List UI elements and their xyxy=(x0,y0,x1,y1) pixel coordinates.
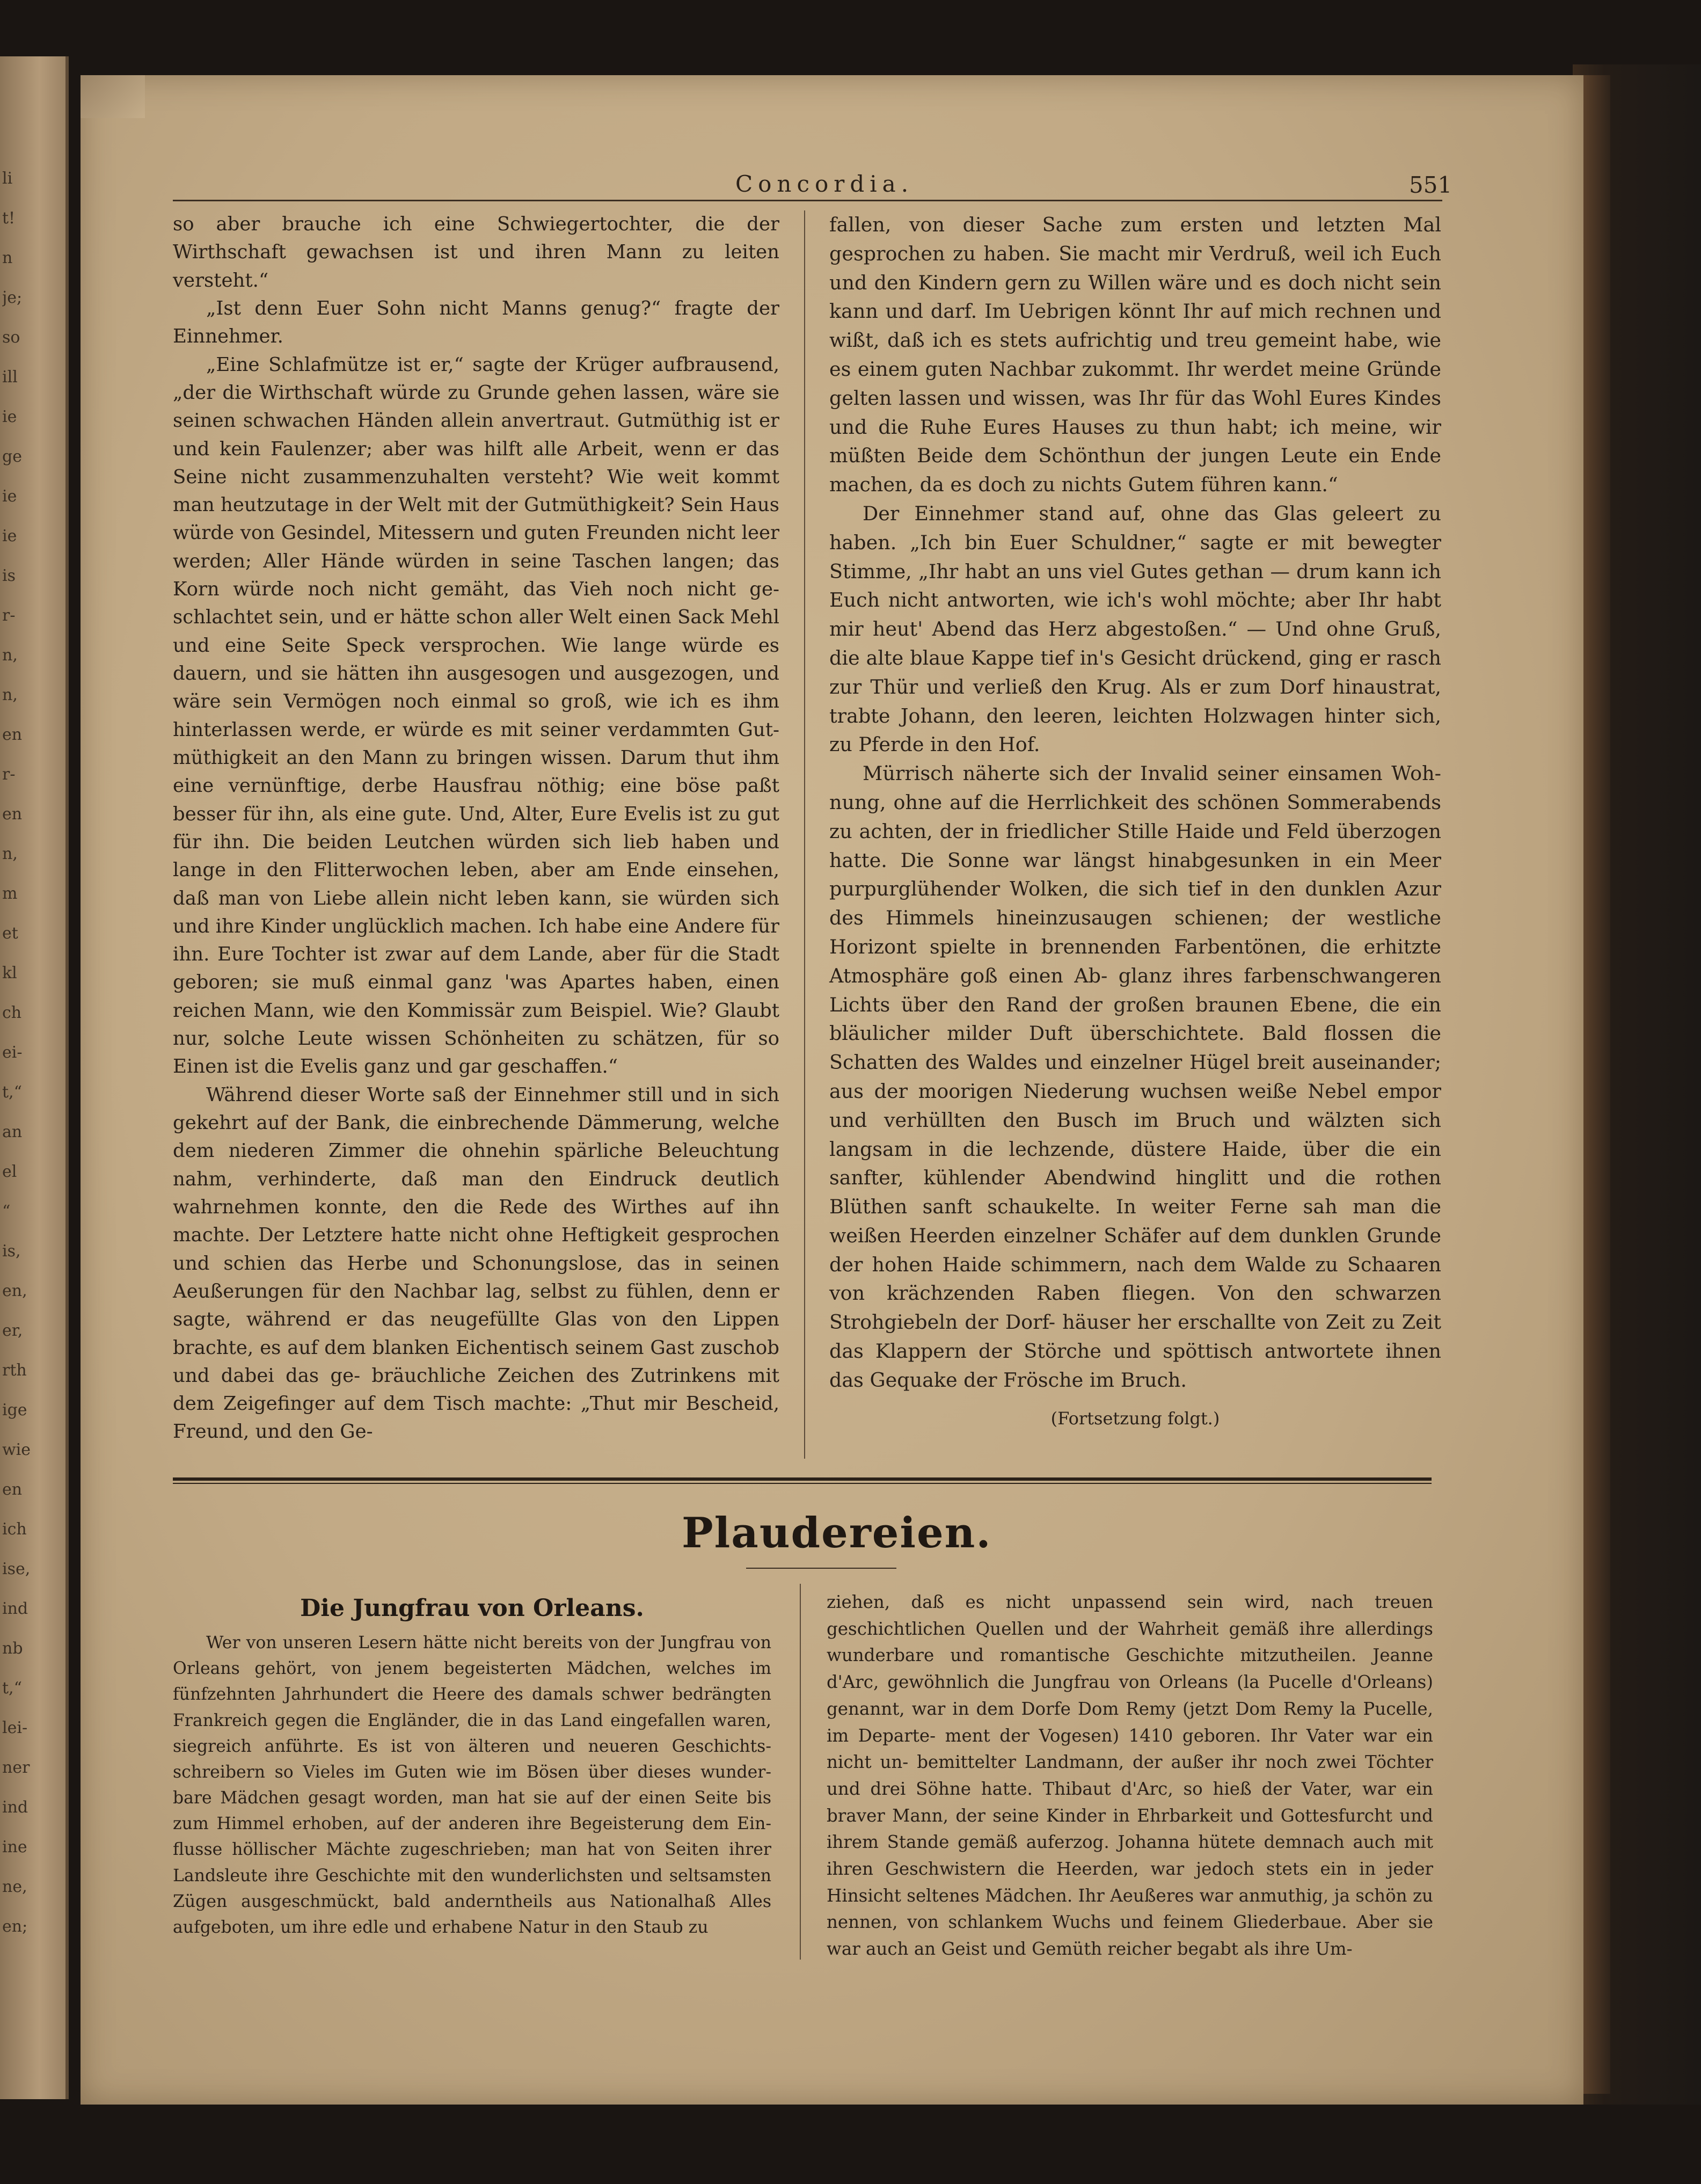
previous-page-fragment: ie xyxy=(2,487,17,506)
previous-page-fragment: kl xyxy=(2,964,17,982)
previous-page-fragment: lei- xyxy=(2,1719,28,1737)
previous-page-fragment: en xyxy=(2,805,23,824)
previous-page-fragment: an xyxy=(2,1123,23,1141)
previous-page-fragment: ind xyxy=(2,1798,28,1817)
paragraph: „Eine Schlafmütze ist er,“ sagte der Krüger aufbrausend, „der die Wirthschaft würde zu Grunde gehen lassen, wäre sie seinen schwachen Händen allein anvertraut. Gutmüthig ist er und kein Faulenzer; aber was hilft alle Arbeit, wenn er das Seine nicht zusammenzuhalten versteht? Wie weit kommt man heutzutage in der Welt mit der Gutmüthigkeit? Sein Haus würde von Gesindel, Mitessern und guten Freunden nicht leer werden; Aller Hände würden in seine Taschen langen; das Korn würde noch nicht gemäht, das Vieh noch nicht ge- schlachtet sein, und er hätte schon aller Welt einen Sack Mehl und eine Seite Speck versprochen. Wie lange würde es dauern, und sie hätten ihn ausgesogen und ausgezogen, und wäre sein Vermögen noch einmal so groß, wie ich es ihm hinterlassen werde, er würde es mit seiner verdammten Gut- müthigkeit an den Mann zu bringen wissen. Darum thut ihm eine vernünftige, derbe Hausfrau nöthig; eine böse paßt besser für ihn, als eine gute. Und, Alter, Eure Evelis ist zu gut für ihn. Die beiden Leutchen würden sich lieb haben und lange in den Flitterwochen leben, aber am Ende einsehen, daß man von Liebe allein nicht leben kann, sie würden sich und ihre Kinder unglücklich machen. Ich habe eine Andere für ihn. Eure Tochter ist zwar auf dem Lande, aber für die Stadt geboren; sie muß einmal ganz 'was Apartes haben, einen reichen Mann, wie den Kommissär zum Beispiel. Wie? Glaubt nur, solche Leute wissen Schönheiten zu schätzen, für so Einen ist die Evelis ganz und gar geschaffen.“ xyxy=(173,353,779,1078)
previous-page-fragment: n xyxy=(2,249,13,267)
previous-page-fragment: en xyxy=(2,1480,23,1499)
previous-page-fragment: nb xyxy=(2,1639,23,1658)
previous-page-fragment: ie xyxy=(2,527,17,545)
previous-page-fragment: en; xyxy=(2,1917,28,1936)
previous-page-fragment: ine xyxy=(2,1838,27,1857)
column-divider xyxy=(804,210,805,1459)
previous-page-fragment: li xyxy=(2,169,13,188)
paragraph: ziehen, daß es nicht unpassend sein wird, nach treuen geschichtlichen Quellen und der Wahrheit gemäß ihre allerdings wunderbare und romantische Geschichte mitzutheilen. Jeanne d'Arc, gewöhnlich die Jungfrau von Orleans (la Pucelle d'Orleans) genannt, war in dem Dorfe Dom Remy (jetzt Dom Remy la Pucelle, im Departe- ment der Vogesen) 1410 geboren. Ihr Vater war ein nicht un- bemittelter Landmann, der außer ihr noch zwei Töchter und drei Söhne hatte. Thibaut d'Arc, so hieß der Vater, war ein braver Mann, der seine Kinder in Ehrbarkeit und Gottesfurcht und ihrem Stande gemäß auferzog. Johanna hütete demnach auch mit ihren Geschwistern die Heerden, war jedoch stets ein in jeder Hinsicht seltenes Mädchen. Ihr Aeußeres war anmuthig, ja schön zu nennen, von schlankem Wuchs und feinem Gliederbaue. Aber sie war auch an Geist und Gemüth reicher begabt als ihre Um- xyxy=(827,1592,1433,1960)
section-title: Plaudereien. xyxy=(682,1509,992,1557)
previous-page-fragment: er, xyxy=(2,1321,23,1340)
previous-page-fragment: n, xyxy=(2,845,18,863)
previous-page-fragment: r- xyxy=(2,606,16,625)
previous-page-fragment: t! xyxy=(2,209,16,228)
story-left-column xyxy=(173,210,779,1446)
previous-page-fragment: el xyxy=(2,1162,17,1181)
previous-page-fragment: en, xyxy=(2,1282,27,1300)
paragraph: Während dieser Worte saß der Einnehmer still und in sich gekehrt auf der Bank, die einbrechende Dämmerung, welche dem niederen Zimmer die ohnehin spärliche Beleuchtung nahm, verhinderte, daß man den Eindruck deutlich wahrnehmen konnte, den die Rede des Wirthes auf ihn machte. Der Letztere hatte nicht ohne Heftigkeit gesprochen und schien das Herbe und Schonungslose, das in seinen Aeußerungen für den Nachbar lag, selbst zu fühlen, denn er sagte, während er das neugefüllte Glas von den Lippen brachte, es auf dem blanken Eichentisch seinem Gast zuschob und dabei das ge- bräuchliche Zeichen des Zutrinkens mit dem Zeigefinger auf dem Tisch machte: „Thut mir Bescheid, Freund, und den Ge- xyxy=(173,1083,779,1443)
article-right-column xyxy=(827,1589,1433,1963)
previous-page-fragment: ch xyxy=(2,1003,22,1022)
journal-title: Concordia. xyxy=(735,171,914,197)
previous-page-fragment: t,“ xyxy=(2,1083,22,1102)
paragraph: Mürrisch näherte sich der Invalid seiner einsamen Woh- nung, ohne auf die Herrlichkeit des schönen Sommerabends zu achten, der in friedlicher Stille Haide und Feld überzogen hatte. Die Sonne war längst hinabgesunken in ein Meer purpurglühender Wolken, die sich tief in den dunklen Azur des Himmels hineinzusaugen schienen; der westliche Horizont spielte in brennenden Farbentönen, die erhitzte Atmosphäre goß einen Ab- glanz ihres farbenschwangeren Lichts über den Rand der großen braunen Ebene, die ein bläulicher milder Duft überschichtete. Bald flossen die Schatten des Waldes und einzelner Hügel breit auseinander; aus der moorigen Niederung wuchsen weiße Nebel empor und verhüllten den Busch im Bruch und wälzten sich langsam in die lechzende, düstere Haide, über die ein sanfter, kühlender Abendwind hinglitt und die rothen Blüthen sanft schaukelte. In weiter Ferne sah man die weißen Heerden einzelner Schäfer auf dem dunklen Grunde der hohen Haide schimmern, nach dem Walde zu Schaaren von krächzenden Raben fliegen. Von den schwarzen Strohgiebeln der Dorf- häuser her erschallte von Zeit zu Zeit das Klappern der Störche und spöttisch antwortete ihnen das Gequake der Frösche im Bruch. xyxy=(829,762,1441,1392)
page-corner-fold xyxy=(81,75,145,118)
previous-page-fragment: ie xyxy=(2,407,17,426)
previous-page-fragment: ill xyxy=(2,368,18,387)
previous-page-fragment: ei- xyxy=(2,1043,23,1062)
column-divider xyxy=(800,1584,801,1960)
section-rule-bottom xyxy=(173,1483,1432,1484)
previous-page-fragment: r- xyxy=(2,765,16,784)
section-title-underline xyxy=(746,1568,896,1569)
previous-page-fragment: ner xyxy=(2,1758,30,1777)
previous-page-fragment: et xyxy=(2,924,18,943)
previous-page-fragment: ne, xyxy=(2,1877,27,1896)
previous-page-fragment: en xyxy=(2,725,23,744)
previous-page-fragment: is, xyxy=(2,1242,21,1261)
section-rule-top xyxy=(173,1477,1432,1481)
previous-page-fragment: ind xyxy=(2,1599,28,1618)
paragraph: so aber brauche ich eine Schwiegertochter, die der Wirthschaft gewachsen ist und ihren Mann zu leiten versteht.“ xyxy=(173,213,779,292)
previous-page-fragment: wie xyxy=(2,1440,31,1459)
previous-page-fragment: m xyxy=(2,884,18,903)
previous-page-fragment: ise, xyxy=(2,1560,31,1578)
previous-page-fragment: n, xyxy=(2,646,18,665)
continued-note: (Fortsetzung folgt.) xyxy=(1050,1408,1220,1429)
paragraph: Wer von unseren Lesern hätte nicht bereits von der Jungfrau von Orleans gehört, von jenem begeisterten Mädchen, welches im fünfzehnten Jahrhundert die Heere des damals schwer bedrängten Frankreich gegen die Engländer, die in das Land eingefallen waren, siegreich anführte. Es ist von älteren und neueren Geschichts- schreibern so Vieles im Guten wie im Bösen über dieses wunder- bare Mädchen gesagt worden, man hat sie auf der einen Seite bis zum Himmel erhoben, auf der anderen ihre Begeisterung dem Ein- flusse höllischer Mächte zugeschrieben; man hat von Seiten ihrer Landsleute ihre Geschichte mit den wunderlichsten und seltsamsten Zügen ausgeschmückt, bald anderntheils aus Nationalhaß Alles aufgeboten, um ihre edle und erhabene Natur in den Staub zu xyxy=(173,1633,771,1937)
previous-page-fragment: ige xyxy=(2,1401,27,1419)
previous-page-fragment: ich xyxy=(2,1520,27,1539)
article-title: Die Jungfrau von Orleans. xyxy=(300,1595,644,1622)
paragraph: Der Einnehmer stand auf, ohne das Glas geleert zu haben. „Ich bin Euer Schuldner,“ sagte er mit bewegter Stimme, „Ihr habt an uns viel Gutes gethan — drum kann ich Euch nicht antworten, wie ich's wohl möchte; aber Ihr habt mir heut' Abend das Herz abgestoßen.“ — Und ohne Gruß, die alte blaue Kappe tief in's Gesicht drückend, ging er rasch zur Thür und verließ den Krug. Als er zum Dorf hinaustrat, trabte Johann, den leeren, leichten Holzwagen hinter sich, zu Pferde in den Hof. xyxy=(829,501,1441,756)
previous-page-fragment: “ xyxy=(2,1202,11,1221)
previous-page-fragment: rth xyxy=(2,1361,27,1380)
header-rule xyxy=(173,200,1442,201)
paragraph: fallen, von dieser Sache zum ersten und letzten Mal gesprochen zu haben. Sie macht mir Verdruß, weil ich Euch und den Kindern gern zu Willen wäre und es doch nicht sein kann und darf. Im Uebrigen könnt Ihr auf mich rechnen und wißt, daß ich es stets aufrichtig und treu gemeint habe, wie es einem guten Nachbar zukommt. Ihr werdet meine Gründe gelten lassen und wissen, was Ihr für das Wohl Eures Kindes und die Ruhe Eures Hauses zu thun habt; ich meine, wir müßten Beide dem Schönthun der jungen Leute ein Ende machen, da es doch zu nichts Gutem führen kann.“ xyxy=(829,213,1441,497)
story-right-column xyxy=(829,210,1441,1435)
previous-page-fragment: is xyxy=(2,566,16,585)
previous-page-fragment: je; xyxy=(2,288,23,307)
paragraph: „Ist denn Euer Sohn nicht Manns genug?“ fragte der Einnehmer. xyxy=(173,297,779,348)
previous-page-fragment: so xyxy=(2,328,20,347)
previous-page-fragment: n, xyxy=(2,686,18,704)
previous-page-fragment: t,“ xyxy=(2,1679,22,1698)
page-number: 551 xyxy=(1409,172,1452,198)
previous-page-fragment: ge xyxy=(2,447,22,466)
previous-page-edge xyxy=(0,56,69,2099)
article-left-column xyxy=(173,1589,771,1940)
